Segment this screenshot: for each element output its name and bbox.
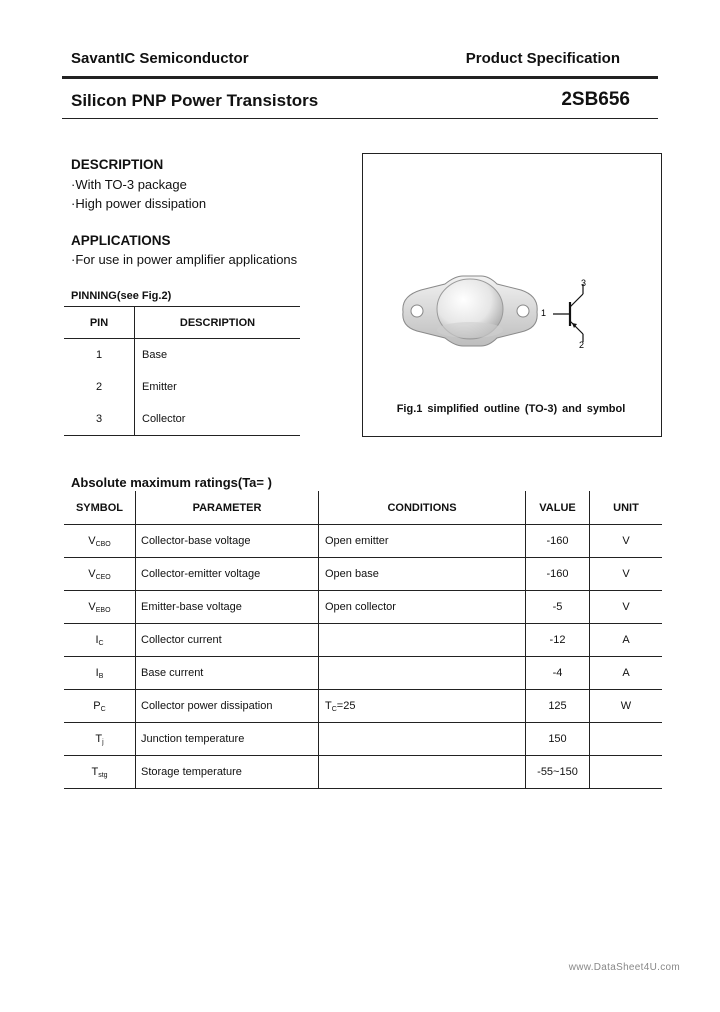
value-cell: -55~150	[526, 756, 590, 789]
pin-description: Base	[142, 349, 168, 361]
value-cell: -4	[526, 657, 590, 690]
value-cell: 125	[526, 690, 590, 723]
symbol-cell: $T_{stg}$	[64, 756, 136, 789]
parameter-cell: Collector-base voltage	[136, 525, 319, 558]
product-title: Silicon PNP Power Transistors	[71, 91, 319, 110]
ratings-table	[64, 491, 662, 789]
symbol-cell: $V_{EBO}$	[64, 591, 136, 624]
col-header-unit: UNIT	[590, 491, 663, 525]
table-header-row	[64, 491, 662, 525]
col-header-pin: PIN	[64, 307, 135, 339]
col-header-parameter: PARAMETER	[136, 491, 319, 525]
table-header-row	[64, 307, 300, 339]
ratings-heading: Absolute maximum ratings(Ta= )	[71, 475, 272, 490]
symbol-cell: $I_C$	[64, 624, 136, 657]
unit-cell: A	[590, 657, 663, 690]
parameter-cell: Emitter-base voltage	[136, 591, 319, 624]
symbol-label-collector: 3	[581, 278, 587, 288]
conditions-cell	[319, 624, 526, 657]
pin-description: Emitter	[142, 381, 177, 393]
value-cell: -5	[526, 591, 590, 624]
value-cell: -160	[526, 525, 590, 558]
value-cell: 150	[526, 723, 590, 756]
pinning-heading: PINNING(see Fig.2)	[71, 290, 172, 302]
figure-box	[362, 153, 662, 437]
table-row	[64, 525, 662, 558]
symbol-label-emitter: 2	[579, 340, 585, 350]
conditions-cell: Open collector	[319, 591, 526, 624]
header-divider	[62, 76, 658, 79]
document-type: Product Specification	[465, 50, 620, 67]
pin-description: Collector	[135, 403, 301, 436]
description-bullet: ·With TO-3 package	[71, 177, 187, 192]
unit-cell: V	[590, 525, 663, 558]
table-row	[64, 723, 662, 756]
company-name: SavantIC Semiconductor	[71, 50, 249, 67]
watermark: www.DataSheet4U.com	[568, 962, 680, 973]
symbol-cell: $V_{CEO}$	[64, 558, 136, 591]
conditions-cell: Open base	[319, 558, 526, 591]
unit-cell: A	[590, 624, 663, 657]
conditions-cell: $T_C=25$	[319, 690, 526, 723]
table-row	[64, 657, 662, 690]
conditions-cell: Open emitter	[319, 525, 526, 558]
unit-cell	[590, 723, 663, 756]
figure-caption: Fig.1 simplified outline (TO-3) and symbol	[396, 403, 626, 415]
value-cell: -12	[526, 624, 590, 657]
conditions-cell	[319, 723, 526, 756]
unit-cell: V	[590, 591, 663, 624]
pinning-table	[64, 306, 300, 436]
parameter-cell: Storage temperature	[136, 756, 319, 789]
symbol-label-base: 1	[541, 308, 547, 318]
table-row	[64, 756, 662, 789]
conditions-cell	[319, 756, 526, 789]
title-divider	[62, 118, 658, 119]
symbol-cell: $V_{CBO}$	[64, 525, 136, 558]
pnp-transistor-symbol	[553, 284, 583, 342]
figure-illustration	[363, 154, 661, 436]
conditions-cell	[319, 657, 526, 690]
parameter-cell: Collector-emitter voltage	[136, 558, 319, 591]
col-header-conditions: CONDITIONS	[319, 491, 526, 525]
table-row	[64, 371, 300, 403]
pin-number: 3	[64, 403, 135, 436]
unit-cell	[590, 756, 663, 789]
pin-number: 2	[64, 371, 135, 403]
col-header-description: DESCRIPTION	[135, 307, 301, 339]
part-number: 2SB656	[561, 89, 630, 110]
unit-cell: V	[590, 558, 663, 591]
table-row	[64, 624, 662, 657]
col-header-symbol: SYMBOL	[64, 491, 136, 525]
symbol-cell: $I_B$	[64, 657, 136, 690]
table-row	[64, 558, 662, 591]
pin-number: 1	[64, 339, 135, 372]
parameter-cell: Base current	[136, 657, 319, 690]
to3-package-drawing	[403, 276, 537, 346]
parameter-cell: Junction temperature	[136, 723, 319, 756]
table-row	[64, 591, 662, 624]
description-bullet: ·High power dissipation	[71, 196, 207, 211]
symbol-cell: $P_C$	[64, 690, 136, 723]
parameter-cell: Collector current	[136, 624, 319, 657]
table-row	[64, 403, 300, 436]
table-row	[64, 690, 662, 723]
applications-heading: APPLICATIONS	[71, 233, 171, 248]
applications-bullet: ·For use in power amplifier applications	[71, 252, 298, 267]
table-row	[64, 339, 300, 372]
unit-cell: W	[590, 690, 663, 723]
value-cell: -160	[526, 558, 590, 591]
col-header-value: VALUE	[526, 491, 590, 525]
parameter-cell: Collector power dissipation	[136, 690, 319, 723]
description-heading: DESCRIPTION	[71, 157, 164, 172]
symbol-cell: $T_j$	[64, 723, 136, 756]
